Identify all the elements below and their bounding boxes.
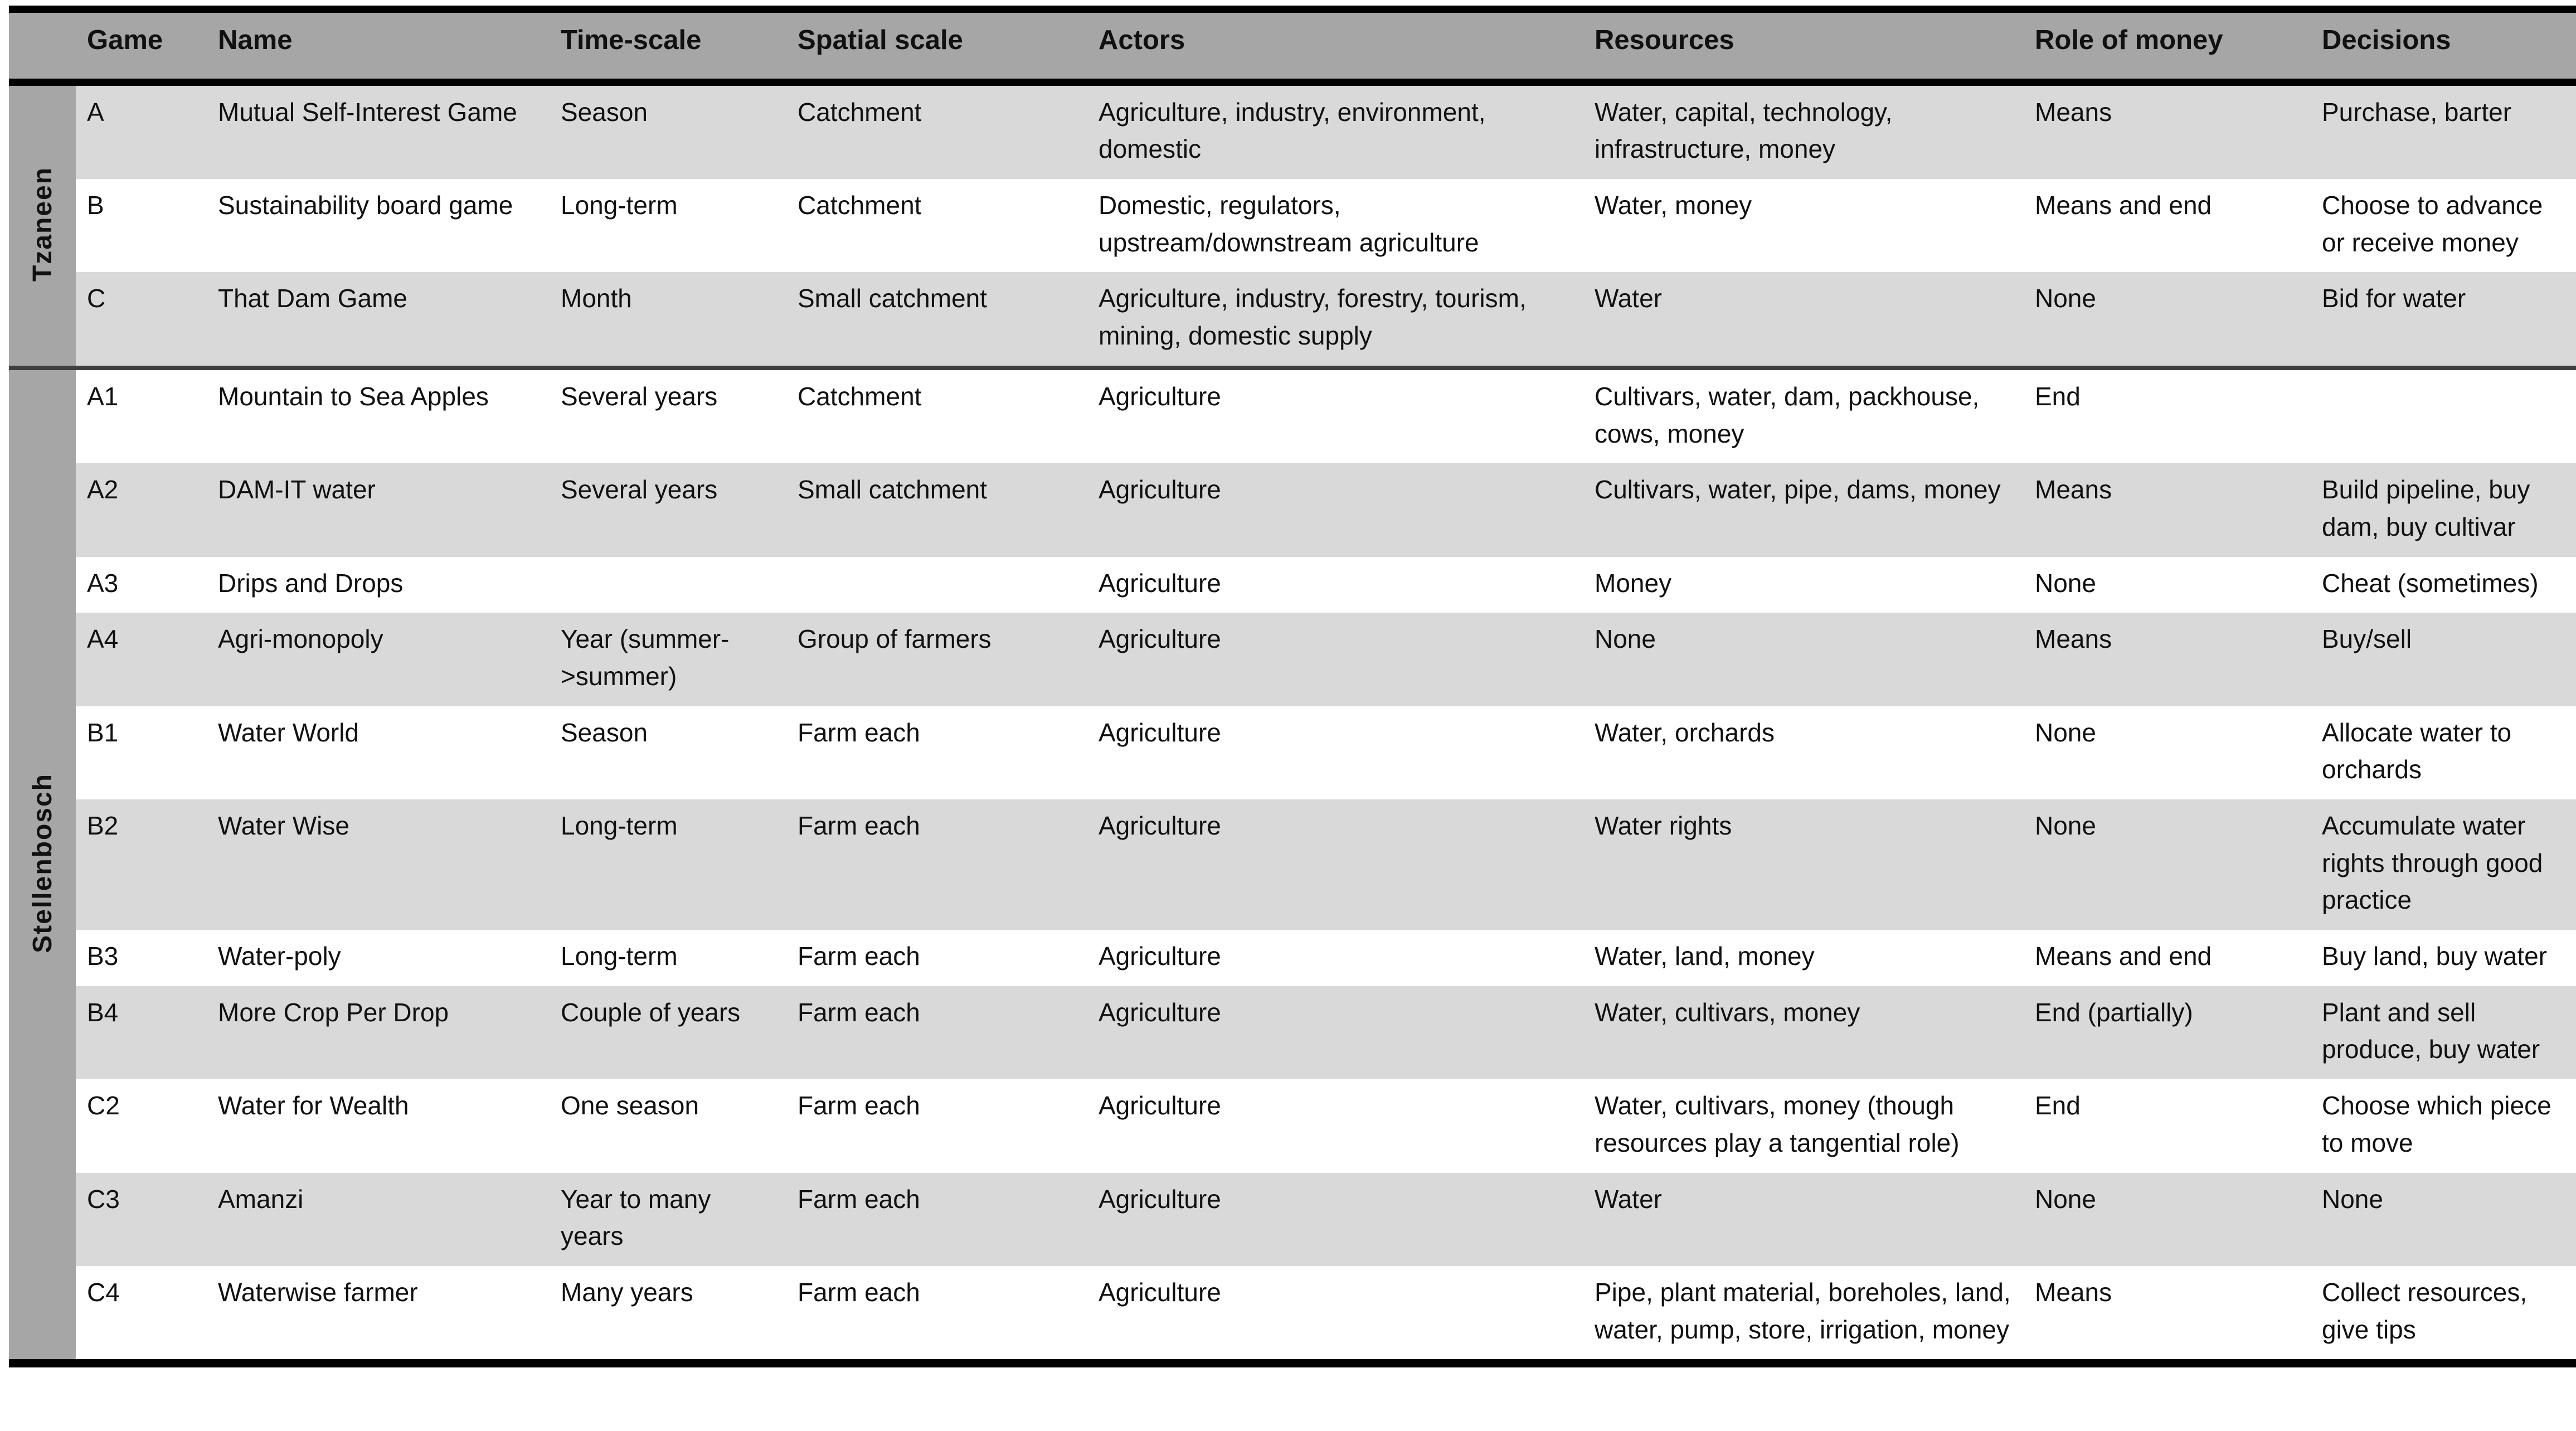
table-row-a4	[9, 613, 2576, 706]
cell-decisions: Purchase, barter	[2311, 82, 2576, 179]
column-header-decisions: Decisions	[2311, 9, 2576, 83]
cell-decisions: Accumulate water rights through good practice	[2311, 799, 2576, 930]
cell-spatial-scale: Farm each	[786, 799, 1087, 930]
cell-resources: Water, cultivars, money (though resources play a tangential role)	[1583, 1079, 2024, 1172]
cell-decisions: Plant and sell produce, buy water	[2311, 986, 2576, 1079]
cell-decisions: Build pipeline, buy dam, buy cultivar	[2311, 463, 2576, 556]
cell-role-of-money: Means	[2024, 463, 2311, 556]
cell-name: Mountain to Sea Apples	[207, 368, 550, 463]
cell-spatial-scale: Farm each	[786, 930, 1087, 986]
cell-game: B1	[76, 706, 207, 799]
cell-spatial-scale	[786, 557, 1087, 613]
cell-decisions: None	[2311, 1173, 2576, 1266]
cell-time-scale: Month	[550, 272, 786, 367]
cell-resources: Water, money	[1583, 179, 2024, 272]
cell-name: That Dam Game	[207, 272, 550, 367]
cell-role-of-money: End	[2024, 1079, 2311, 1172]
cell-actors: Agriculture	[1087, 557, 1583, 613]
cell-time-scale	[550, 557, 786, 613]
cell-role-of-money: None	[2024, 799, 2311, 930]
cell-decisions: Buy/sell	[2311, 613, 2576, 706]
table-row-a3	[9, 557, 2576, 613]
cell-actors: Agriculture	[1087, 930, 1583, 986]
cell-role-of-money: None	[2024, 272, 2311, 367]
cell-actors: Agriculture	[1087, 986, 1583, 1079]
cell-name: Drips and Drops	[207, 557, 550, 613]
cell-resources: Water, land, money	[1583, 930, 2024, 986]
group-label-text: Stellenbosch	[27, 773, 57, 953]
cell-time-scale: Year (summer->summer)	[550, 613, 786, 706]
cell-time-scale: Long-term	[550, 179, 786, 272]
cell-game: C4	[76, 1266, 207, 1364]
cell-name: DAM-IT water	[207, 463, 550, 556]
cell-time-scale: One season	[550, 1079, 786, 1172]
column-header-game: Game	[76, 9, 207, 83]
cell-decisions: Choose which piece to move	[2311, 1079, 2576, 1172]
group-label-text: Tzaneen	[27, 167, 57, 282]
cell-decisions: Cheat (sometimes)	[2311, 557, 2576, 613]
cell-time-scale: Couple of years	[550, 986, 786, 1079]
cell-time-scale: Long-term	[550, 799, 786, 930]
table-row-a1	[9, 368, 2576, 463]
cell-game: A	[76, 82, 207, 179]
cell-actors: Agriculture	[1087, 1079, 1583, 1172]
cell-actors: Agriculture	[1087, 463, 1583, 556]
cell-time-scale: Several years	[550, 368, 786, 463]
table-header	[9, 9, 2576, 83]
cell-time-scale: Many years	[550, 1266, 786, 1364]
cell-spatial-scale: Small catchment	[786, 272, 1087, 367]
cell-spatial-scale: Farm each	[786, 1266, 1087, 1364]
table-row-b2	[9, 799, 2576, 930]
cell-game: B	[76, 179, 207, 272]
cell-name: Water-poly	[207, 930, 550, 986]
cell-game: B4	[76, 986, 207, 1079]
cell-actors: Agriculture, industry, environment, domestic	[1087, 82, 1583, 179]
cell-actors: Agriculture	[1087, 368, 1583, 463]
cell-game: B2	[76, 799, 207, 930]
cell-game: C3	[76, 1173, 207, 1266]
column-header-time-scale: Time-scale	[550, 9, 786, 83]
cell-role-of-money: Means	[2024, 613, 2311, 706]
cell-role-of-money: Means	[2024, 1266, 2311, 1364]
cell-resources: Water, orchards	[1583, 706, 2024, 799]
cell-spatial-scale: Small catchment	[786, 463, 1087, 556]
cell-resources: Pipe, plant material, boreholes, land, water, pump, store, irrigation, money	[1583, 1266, 2024, 1364]
cell-spatial-scale: Catchment	[786, 179, 1087, 272]
cell-spatial-scale: Group of farmers	[786, 613, 1087, 706]
cell-name: Mutual Self-Interest Game	[207, 82, 550, 179]
cell-decisions: Buy land, buy water	[2311, 930, 2576, 986]
header-row	[9, 9, 2576, 83]
cell-name: Agri-monopoly	[207, 613, 550, 706]
column-header-actors: Actors	[1087, 9, 1583, 83]
cell-actors: Agriculture	[1087, 1266, 1583, 1364]
cell-resources: None	[1583, 613, 2024, 706]
cell-role-of-money: None	[2024, 1173, 2311, 1266]
cell-name: Waterwise farmer	[207, 1266, 550, 1364]
cell-role-of-money: End	[2024, 368, 2311, 463]
cell-game: A2	[76, 463, 207, 556]
cell-actors: Agriculture, industry, forestry, tourism, mining, domestic supply	[1087, 272, 1583, 367]
cell-actors: Agriculture	[1087, 613, 1583, 706]
cell-decisions: Choose to advance or receive money	[2311, 179, 2576, 272]
cell-time-scale: Long-term	[550, 930, 786, 986]
cell-name: More Crop Per Drop	[207, 986, 550, 1079]
cell-role-of-money: None	[2024, 557, 2311, 613]
cell-name: Water for Wealth	[207, 1079, 550, 1172]
cell-decisions: Collect resources, give tips	[2311, 1266, 2576, 1364]
cell-name: Amanzi	[207, 1173, 550, 1266]
group-label-stellenbosch	[9, 368, 76, 1364]
cell-actors: Agriculture	[1087, 799, 1583, 930]
header-corner-cell	[9, 9, 76, 83]
cell-role-of-money: Means and end	[2024, 930, 2311, 986]
table-row-c3	[9, 1173, 2576, 1266]
cell-resources: Money	[1583, 557, 2024, 613]
cell-game: C	[76, 272, 207, 367]
cell-decisions	[2311, 368, 2576, 463]
cell-role-of-money: None	[2024, 706, 2311, 799]
column-header-spatial-scale: Spatial scale	[786, 9, 1087, 83]
cell-role-of-money: Means	[2024, 82, 2311, 179]
cell-name: Sustainability board game	[207, 179, 550, 272]
table-row-c4	[9, 1266, 2576, 1364]
cell-resources: Cultivars, water, pipe, dams, money	[1583, 463, 2024, 556]
cell-time-scale: Season	[550, 82, 786, 179]
column-header-role-of-money: Role of money	[2024, 9, 2311, 83]
cell-time-scale: Year to many years	[550, 1173, 786, 1266]
cell-spatial-scale: Farm each	[786, 1173, 1087, 1266]
cell-spatial-scale: Catchment	[786, 368, 1087, 463]
cell-spatial-scale: Catchment	[786, 82, 1087, 179]
cell-game: B3	[76, 930, 207, 986]
table-row-b3	[9, 930, 2576, 986]
cell-role-of-money: Means and end	[2024, 179, 2311, 272]
table-row-b4	[9, 986, 2576, 1079]
cell-spatial-scale: Farm each	[786, 706, 1087, 799]
table-row-b1	[9, 706, 2576, 799]
cell-resources: Cultivars, water, dam, packhouse, cows, money	[1583, 368, 2024, 463]
cell-spatial-scale: Farm each	[786, 1079, 1087, 1172]
cell-role-of-money: End (partially)	[2024, 986, 2311, 1079]
cell-actors: Agriculture	[1087, 1173, 1583, 1266]
cell-actors: Agriculture	[1087, 706, 1583, 799]
cell-game: A3	[76, 557, 207, 613]
cell-decisions: Allocate water to orchards	[2311, 706, 2576, 799]
cell-game: C2	[76, 1079, 207, 1172]
table-row-c2	[9, 1079, 2576, 1172]
cell-time-scale: Season	[550, 706, 786, 799]
cell-actors: Domestic, regulators, upstream/downstream agriculture	[1087, 179, 1583, 272]
cell-decisions: Bid for water	[2311, 272, 2576, 367]
cell-name: Water Wise	[207, 799, 550, 930]
cell-name: Water World	[207, 706, 550, 799]
table-row-c	[9, 272, 2576, 367]
table-row-b	[9, 179, 2576, 272]
cell-spatial-scale: Farm each	[786, 986, 1087, 1079]
games-comparison-table	[9, 6, 2576, 1367]
group-label-tzaneen	[9, 82, 76, 368]
cell-resources: Water	[1583, 1173, 2024, 1266]
cell-game: A1	[76, 368, 207, 463]
column-header-resources: Resources	[1583, 9, 2024, 83]
column-header-name: Name	[207, 9, 550, 83]
table-row-a	[9, 82, 2576, 179]
cell-resources: Water, capital, technology, infrastructure, money	[1583, 82, 2024, 179]
cell-resources: Water	[1583, 272, 2024, 367]
cell-game: A4	[76, 613, 207, 706]
cell-resources: Water, cultivars, money	[1583, 986, 2024, 1079]
cell-time-scale: Several years	[550, 463, 786, 556]
table-body	[9, 82, 2576, 1364]
cell-resources: Water rights	[1583, 799, 2024, 930]
table-row-a2	[9, 463, 2576, 556]
